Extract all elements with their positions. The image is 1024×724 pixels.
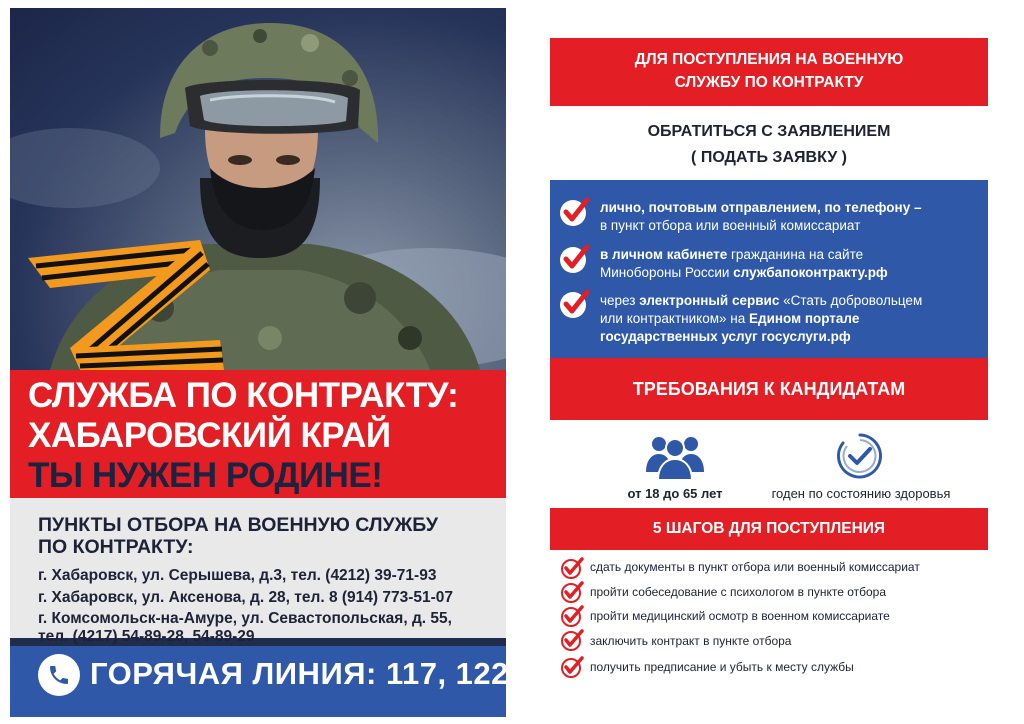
admission-title-line-2: СЛУЖБУ ПО КОНТРАКТУ [674,74,864,91]
method-3 [600,292,922,346]
health-check-icon [834,432,886,480]
method-1-line-2: в пункт отбора или военный комиссариат [600,218,861,233]
method-2-bold: в личном кабинете [600,247,728,262]
requirement-health: годен по состоянию здоровья [771,486,951,501]
requirement-age: от 18 до 65 лет [627,486,723,501]
admission-banner [550,38,988,106]
admission-title-line-1: ДЛЯ ПОСТУПЛЕНИЯ НА ВОЕННУЮ [634,51,904,68]
points-title-line-2: ПО КОНТРАКТУ: [38,536,194,558]
check-circle-icon [560,604,584,628]
method-1-line-1: лично, почтовым отправлением, по телефону – [600,200,922,215]
check-circle-icon [558,243,590,275]
phone-icon [38,654,80,696]
method-3-mid: «Стать добровольцем [779,293,923,308]
points-title [38,514,498,558]
step-1: сдать документы в пункт отбора или военный комиссариат [590,560,920,574]
method-3-bold1: электронный сервис [639,293,780,308]
method-2-line-2: Минобороны России [600,265,734,280]
address-3: г. Комсомольск-на-Амуре, ул. Севастопольская, д. 55, [38,610,452,627]
headline-line-2: ХАБАРОВСКИЙ КРАЙ [28,416,391,455]
requirements-banner [550,358,988,420]
check-circle-icon [560,655,584,679]
method-3-gosuslugi-link[interactable]: госуслуги.рф [757,329,851,344]
soldier-photo [10,8,506,370]
method-2 [600,246,888,282]
step-2: пройти собеседование с психологом в пункте отбора [590,585,887,599]
step-5: получить предписание и убыть к месту службы [590,660,854,674]
method-3-pre: через [600,293,640,308]
check-circle-icon [558,196,590,228]
method-2-site-link[interactable]: службапоконтракту.рф [733,265,888,280]
address-2: г. Хабаровск, ул. Аксенова, д. 28, тел. 8 (914) 773-51-07 [38,589,454,606]
points-title-line-1: ПУНКТЫ ОТБОРА НА ВОЕННУЮ СЛУЖБУ [38,514,438,536]
headline [28,376,488,496]
step-3: пройти медицинский осмотр в военном комиссариате [590,609,890,623]
check-circle-icon [560,628,584,652]
method-3-line-2: или контрактником» на [600,311,749,326]
method-2-rest: гражданина на сайте [727,247,864,262]
headline-line-3: ТЫ НУЖЕН РОДИНЕ! [28,456,383,495]
method-1 [600,199,921,235]
method-3-bold2: Едином портале [749,311,860,326]
check-circle-icon [558,288,590,320]
check-circle-icon [560,556,584,580]
steps-title: 5 ШАГОВ ДЛЯ ПОСТУПЛЕНИЯ [652,520,886,537]
method-3-line-3: государственных услуг [600,329,758,344]
steps-banner [550,508,988,550]
hotline-text: ГОРЯЧАЯ ЛИНИЯ: 117, 122 [90,656,509,691]
requirements-title: ТРЕБОВАНИЯ К КАНДИДАТАМ [632,379,906,399]
apply-title-line-2: ( ПОДАТЬ ЗАЯВКУ ) [691,149,847,166]
apply-title-line-1: ОБРАТИТЬСЯ С ЗАЯВЛЕНИЕМ [647,123,891,140]
headline-line-1: СЛУЖБА ПО КОНТРАКТУ: [28,376,459,415]
people-group-icon [644,432,706,480]
address-3-phones: тел. (4217) 54-89-28, 54-89-29 [38,628,255,645]
step-4: заключить контракт в пункте отбора [590,634,792,648]
check-circle-icon [560,580,584,604]
address-1: г. Хабаровск, ул. Серышева, д.3, тел. (4212) 39-71-93 [38,567,437,584]
